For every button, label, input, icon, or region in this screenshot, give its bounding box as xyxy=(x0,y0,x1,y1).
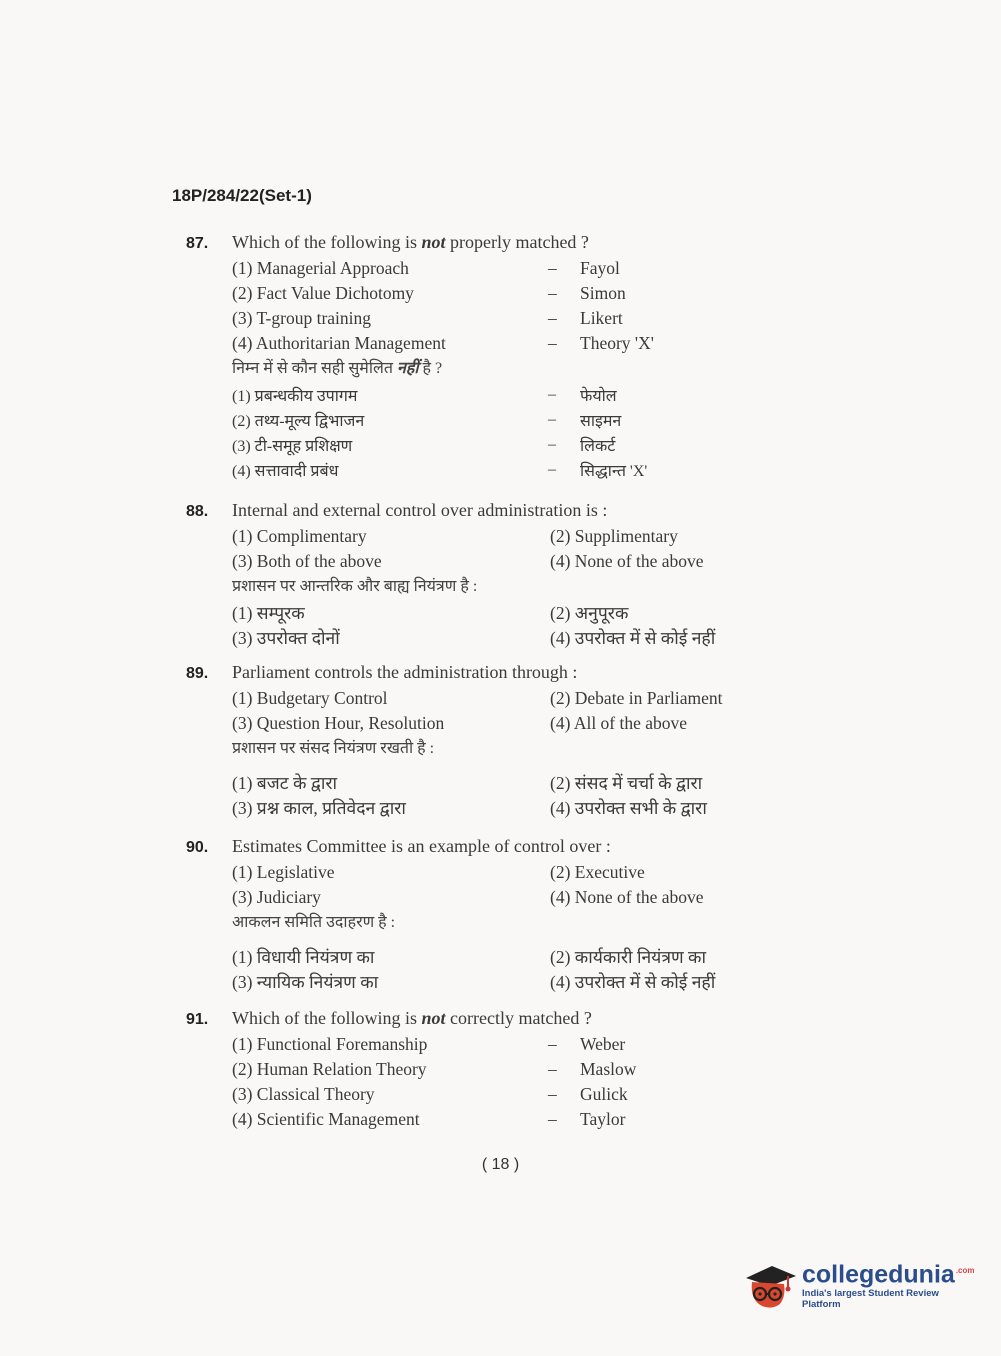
match-dash: – xyxy=(548,283,557,303)
match-right: Simon xyxy=(580,283,626,303)
question-number: 90. xyxy=(186,839,209,856)
option: (1) Complimentary xyxy=(232,526,367,546)
option-row xyxy=(232,795,786,820)
option: (1) Budgetary Control xyxy=(232,688,388,708)
match-list-en xyxy=(232,256,786,356)
option: (2) संसद में चर्चा के द्वारा xyxy=(550,772,703,793)
match-right: Weber xyxy=(580,1034,626,1054)
question-text-hi: प्रशासन पर संसद नियंत्रण रखती है : xyxy=(232,740,435,757)
match-left: (1) Functional Foremanship xyxy=(232,1034,428,1054)
question-text-en: Parliament controls the administration through : xyxy=(232,662,578,682)
match-right: सिद्धान्त 'X' xyxy=(580,462,648,480)
question-number: 89. xyxy=(186,665,209,682)
question-text-en: Which of the following is not correctly matched ? xyxy=(232,1008,592,1028)
question-88 xyxy=(186,500,786,650)
question-text-en: Internal and external control over administration is : xyxy=(232,500,608,520)
match-row xyxy=(232,256,786,281)
option: (4) None of the above xyxy=(550,887,704,907)
match-left: (4) सत्तावादी प्रबंध xyxy=(232,462,339,480)
question-text-hi: निम्न में से कौन सही सुमेलित नहीं है ? xyxy=(232,360,443,377)
option: (4) None of the above xyxy=(550,551,704,571)
match-list-hi xyxy=(232,382,786,482)
option: (2) अनुपूरक xyxy=(550,602,629,623)
option: (1) Legislative xyxy=(232,862,335,882)
match-row xyxy=(232,1057,786,1082)
match-row xyxy=(232,1032,786,1057)
option: (3) उपरोक्त दोनों xyxy=(232,627,340,648)
match-left: (1) प्रबन्धकीय उपागम xyxy=(232,387,358,405)
match-dash: – xyxy=(548,385,556,403)
option: (3) Judiciary xyxy=(232,887,321,907)
match-right: Taylor xyxy=(580,1109,626,1129)
options-hi xyxy=(232,944,786,994)
question-text-hi: आकलन समिति उदाहरण है : xyxy=(232,914,396,931)
match-left: (3) T-group training xyxy=(232,308,372,328)
match-row xyxy=(232,1107,786,1132)
match-left: (2) Human Relation Theory xyxy=(232,1059,427,1079)
match-right: Maslow xyxy=(580,1059,637,1079)
question-number: 87. xyxy=(186,235,209,252)
match-right: साइमन xyxy=(580,412,622,430)
option-row xyxy=(232,524,786,549)
match-right: फेयोल xyxy=(580,387,617,405)
paper-code: 18P/284/22(Set-1) xyxy=(172,186,312,205)
match-row xyxy=(232,306,786,331)
question-90 xyxy=(186,836,786,994)
match-left: (2) Fact Value Dichotomy xyxy=(232,283,414,303)
match-right: Likert xyxy=(580,308,623,328)
option: (3) Both of the above xyxy=(232,551,382,571)
options-en xyxy=(232,860,786,910)
option: (1) विधायी नियंत्रण का xyxy=(232,946,375,967)
match-row xyxy=(232,1082,786,1107)
question-91 xyxy=(186,1008,786,1132)
question-text-en: Estimates Committee is an example of control over : xyxy=(232,836,611,856)
match-row xyxy=(232,331,786,356)
match-left: (1) Managerial Approach xyxy=(232,258,409,278)
match-left: (4) Authoritarian Management xyxy=(232,333,446,353)
match-dash: – xyxy=(548,435,556,453)
logo-suffix: .com xyxy=(955,1266,975,1276)
match-dash: – xyxy=(548,308,557,328)
option: (1) बजट के द्वारा xyxy=(232,772,338,793)
match-dash: – xyxy=(548,460,556,478)
option: (2) कार्यकारी नियंत्रण का xyxy=(550,946,706,967)
match-dash: – xyxy=(548,410,556,428)
match-dash: – xyxy=(548,1109,557,1129)
option: (1) सम्पूरक xyxy=(232,602,305,623)
match-dash: – xyxy=(548,1034,557,1054)
question-text-hi: प्रशासन पर आन्तरिक और बाह्य नियंत्रण है : xyxy=(232,578,478,595)
option: (4) उपरोक्त में से कोई नहीं xyxy=(550,627,716,648)
option-row xyxy=(232,885,786,910)
match-row xyxy=(232,382,786,407)
match-left: (3) टी-समूह प्रशिक्षण xyxy=(232,437,353,455)
option: (2) Debate in Parliament xyxy=(550,688,723,708)
option: (3) न्यायिक नियंत्रण का xyxy=(232,971,379,992)
option-row xyxy=(232,770,786,795)
options-hi xyxy=(232,600,786,650)
match-list-en xyxy=(232,1032,786,1132)
match-right: लिकर्ट xyxy=(580,437,616,455)
question-text-en: Which of the following is not properly matched ? xyxy=(232,232,589,252)
match-row xyxy=(232,281,786,306)
match-right: Fayol xyxy=(580,258,620,278)
option-row xyxy=(232,600,786,625)
option: (4) उपरोक्त सभी के द्वारा xyxy=(550,797,707,818)
logo-name: collegedunia xyxy=(802,1260,955,1289)
page-number: ( 18 ) xyxy=(481,1156,520,1173)
option-row xyxy=(232,711,786,736)
question-87 xyxy=(186,232,786,482)
option-row xyxy=(232,625,786,650)
match-row xyxy=(232,457,786,482)
option: (2) Executive xyxy=(550,862,645,882)
match-right: Gulick xyxy=(580,1084,628,1104)
question-89 xyxy=(186,662,786,820)
option: (4) All of the above xyxy=(550,713,688,733)
match-left: (3) Classical Theory xyxy=(232,1084,375,1104)
match-left: (4) Scientific Management xyxy=(232,1109,420,1129)
option-row xyxy=(232,860,786,885)
options-en xyxy=(232,524,786,574)
option: (3) प्रश्न काल, प्रतिवेदन द्वारा xyxy=(232,797,406,818)
option-row xyxy=(232,944,786,969)
match-right: Theory 'X' xyxy=(580,333,654,353)
question-number: 88. xyxy=(186,503,209,520)
match-row xyxy=(232,432,786,457)
match-dash: – xyxy=(548,333,557,353)
question-number: 91. xyxy=(186,1011,209,1028)
option-row xyxy=(232,549,786,574)
match-dash: – xyxy=(548,258,557,278)
match-row xyxy=(232,407,786,432)
match-left: (2) तथ्य-मूल्य द्विभाजन xyxy=(232,412,365,430)
match-dash: – xyxy=(548,1084,557,1104)
option-row xyxy=(232,969,786,994)
match-dash: – xyxy=(548,1059,557,1079)
options-hi xyxy=(232,770,786,820)
collegedunia-logo xyxy=(742,1254,975,1314)
options-en xyxy=(232,686,786,736)
option: (3) Question Hour, Resolution xyxy=(232,713,445,733)
option: (2) Supplimentary xyxy=(550,526,678,546)
option-row xyxy=(232,686,786,711)
logo-tagline: India's largest Student Review Platform xyxy=(802,1287,939,1310)
graduate-cap-face-icon xyxy=(742,1256,798,1312)
option: (4) उपरोक्त में से कोई नहीं xyxy=(550,971,716,992)
